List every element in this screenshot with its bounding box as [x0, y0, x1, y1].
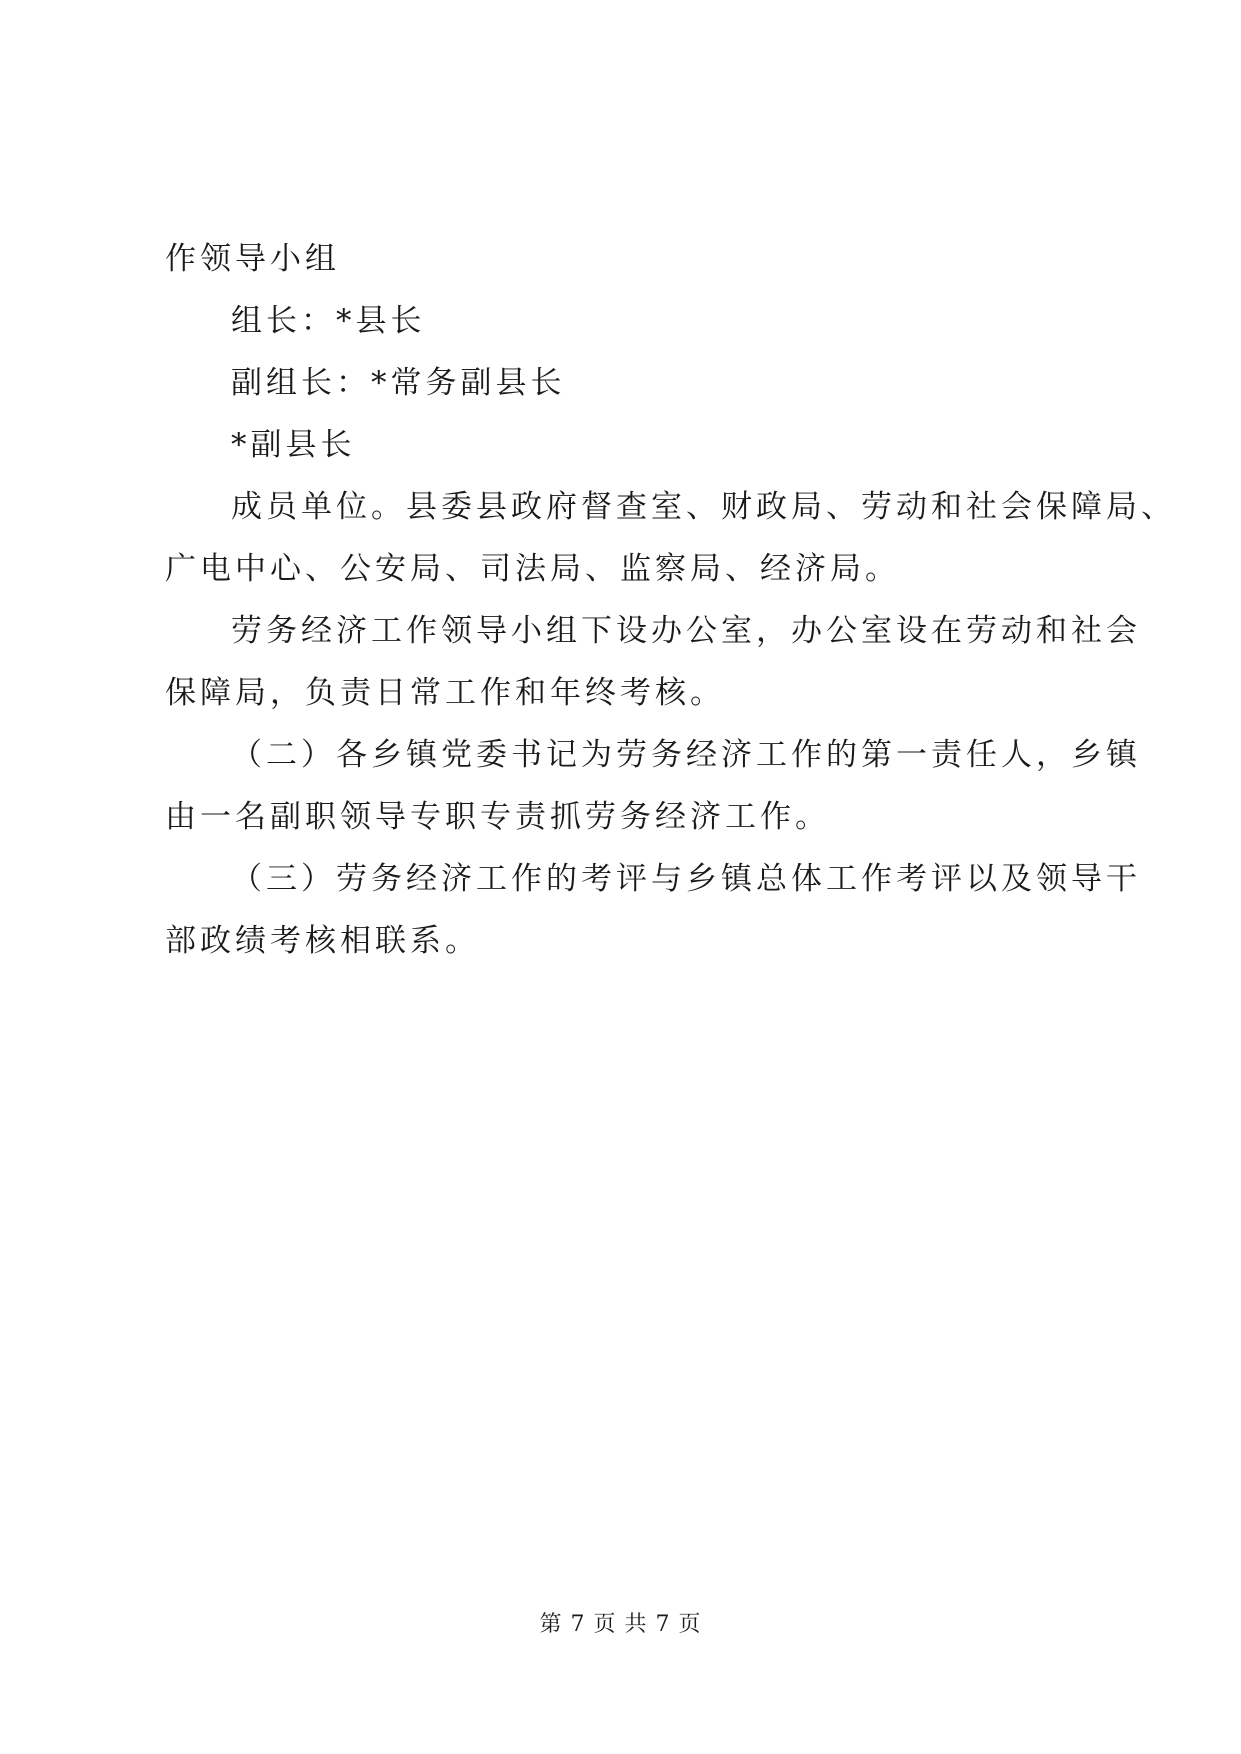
paragraph-line: （二）各乡镇党委书记为劳务经济工作的第一责任人，乡镇 [231, 737, 1141, 773]
paragraph-line: 广电中心、公安局、司法局、监察局、经济局。 [165, 551, 900, 587]
paragraph-line: 作领导小组 [165, 241, 340, 277]
paragraph-line: 组长：*县长 [231, 303, 426, 339]
page-number-footer: 第 7 页 共 7 页 [539, 1612, 702, 1637]
paragraph-line: 劳务经济工作领导小组下设办公室，办公室设在劳动和社会 [231, 613, 1141, 649]
paragraph-line: 保障局，负责日常工作和年终考核。 [165, 675, 725, 711]
document-body [165, 228, 1176, 972]
paragraph-line: 部政绩考核相联系。 [165, 923, 480, 959]
paragraph-line: *副县长 [231, 427, 356, 463]
paragraph-line: 副组长：*常务副县长 [231, 365, 566, 401]
paragraph-line: （三）劳务经济工作的考评与乡镇总体工作考评以及领导干 [231, 861, 1141, 897]
paragraph-line: 成员单位。县委县政府督查室、财政局、劳动和社会保障局、 [231, 489, 1176, 525]
paragraph-line: 由一名副职领导专职专责抓劳务经济工作。 [165, 799, 830, 835]
